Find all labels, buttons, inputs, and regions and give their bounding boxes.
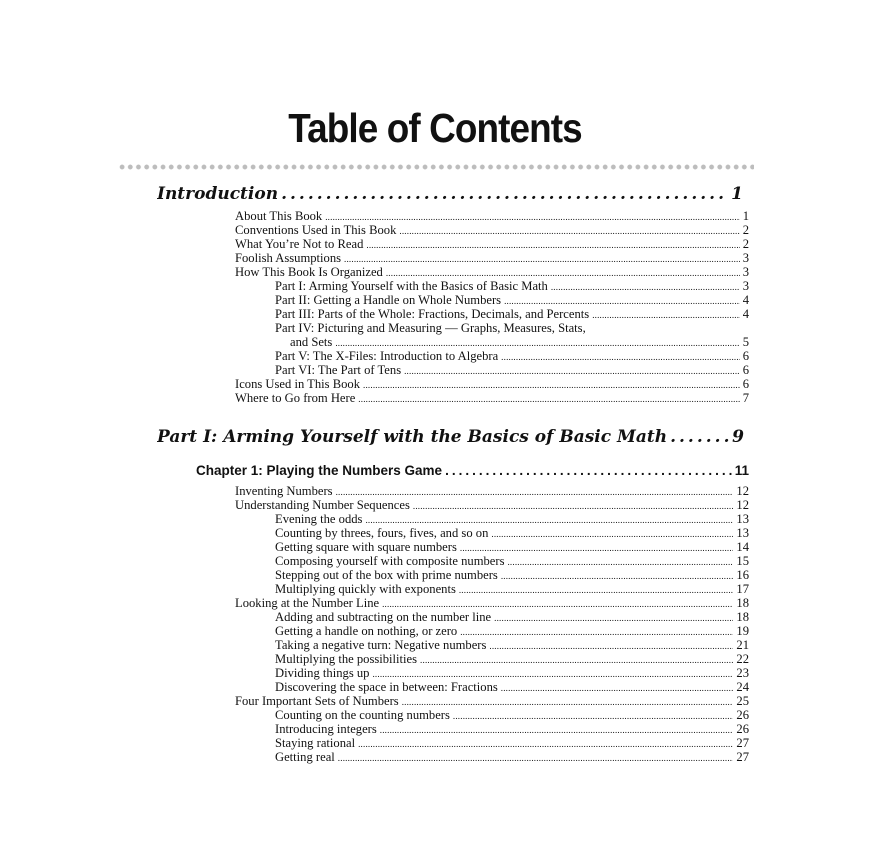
dot-leader (325, 209, 739, 223)
dot-leader (358, 391, 739, 405)
toc-part-heading-part-1[interactable] (157, 426, 744, 448)
toc-page: 17 (736, 582, 749, 596)
toc-subentry[interactable] (275, 307, 749, 321)
toc-subentry[interactable] (275, 708, 749, 722)
toc-title: Foolish Assumptions (235, 251, 342, 265)
dot-leader (491, 526, 733, 540)
dot-leader (494, 610, 733, 624)
toc-page: 12 (736, 484, 749, 498)
toc-title: How This Book Is Organized (235, 265, 383, 279)
toc-title: Inventing Numbers (235, 484, 333, 498)
toc-title: Part I: Arming Yourself with the Basics of Basic Math (275, 279, 548, 293)
dot-leader (420, 652, 733, 666)
dot-leader (551, 279, 740, 293)
toc-page: 13 (736, 512, 749, 526)
toc-title: Discovering the space in between: Fractions (275, 680, 498, 694)
toc-entry[interactable] (235, 209, 749, 223)
toc-subentry[interactable] (275, 680, 749, 694)
dot-leader (380, 722, 734, 736)
toc-title: Staying rational (275, 736, 356, 750)
dot-leader (372, 666, 733, 680)
toc-page: 18 (736, 596, 749, 610)
toc-title: Part VI: The Part of Tens (275, 363, 402, 377)
toc-title: Taking a negative turn: Negative numbers (275, 638, 487, 652)
toc-subentry[interactable] (275, 349, 749, 363)
toc-entry[interactable] (235, 223, 749, 237)
toc-title: Getting square with square numbers (275, 540, 457, 554)
toc-page: 23 (736, 666, 749, 680)
toc-subentry[interactable] (275, 512, 749, 526)
toc-subentry[interactable] (275, 568, 749, 582)
dot-leader (336, 484, 734, 498)
toc-title: Evening the odds (275, 512, 363, 526)
toc-title: Where to Go from Here (235, 391, 356, 405)
dot-leader (365, 512, 733, 526)
toc-subentry[interactable] (275, 652, 749, 666)
toc-page: 3 (742, 251, 749, 265)
toc-page: 4 (742, 307, 749, 321)
dot-leader (507, 554, 733, 568)
toc-subentry[interactable] (275, 638, 749, 652)
toc-page: 7 (742, 391, 749, 405)
dot-leader (504, 293, 740, 307)
toc-subentry[interactable] (275, 582, 749, 596)
toc-subentry[interactable] (275, 363, 749, 377)
dot-leader (413, 498, 734, 512)
dot-leader (363, 377, 740, 391)
dot-leader (670, 426, 729, 448)
toc-page: 22 (736, 652, 749, 666)
toc-page: 3 (742, 279, 749, 293)
toc-subentry[interactable] (275, 540, 749, 554)
toc-page: 27 (736, 750, 749, 764)
toc-subentry[interactable] (275, 666, 749, 680)
toc-entry[interactable] (235, 265, 749, 279)
toc-page: 6 (742, 377, 749, 391)
toc-title: Multiplying the possibilities (275, 652, 418, 666)
toc-page: 14 (736, 540, 749, 554)
toc-title: Composing yourself with composite numbers (275, 554, 505, 568)
toc-page: 18 (736, 610, 749, 624)
toc-page: 6 (742, 349, 749, 363)
toc-page: 2 (742, 237, 749, 251)
toc-page: 1 (731, 184, 743, 204)
toc-entry[interactable] (235, 694, 749, 708)
toc-title: and Sets (290, 335, 333, 349)
dot-leader (399, 223, 739, 237)
toc-title: Part V: The X-Files: Introduction to Algebra (275, 349, 499, 363)
dot-leader (358, 736, 733, 750)
toc-chapter-heading[interactable] (196, 463, 749, 479)
dot-leader (338, 750, 734, 764)
toc-subentry[interactable] (275, 526, 749, 540)
toc-page: 4 (742, 293, 749, 307)
toc-page: 1 (742, 209, 749, 223)
toc-page: 13 (736, 526, 749, 540)
toc-page: 26 (736, 722, 749, 736)
dot-leader (402, 694, 734, 708)
toc-page: 25 (736, 694, 749, 708)
toc-entry[interactable] (235, 596, 749, 610)
dot-leader (592, 307, 740, 321)
toc-title: Counting on the counting numbers (275, 708, 450, 722)
dot-leader (489, 638, 733, 652)
toc-part-heading-introduction[interactable] (157, 183, 743, 205)
toc-subentry[interactable] (275, 722, 749, 736)
toc-title: Part II: Getting a Handle on Whole Numbers (275, 293, 502, 307)
dot-leader (445, 463, 732, 479)
toc-page: 2 (742, 223, 749, 237)
toc-title: Adding and subtracting on the number line (275, 610, 492, 624)
toc-title: About This Book (235, 209, 323, 223)
dot-leader (344, 251, 740, 265)
toc-subentry[interactable] (275, 321, 749, 335)
page-title: Table of Contents (288, 105, 582, 151)
dot-leader (366, 237, 739, 251)
toc-page: 21 (736, 638, 749, 652)
toc-title: Part I: Arming Yourself with the Basics of Basic Math (157, 427, 668, 447)
toc-page: 26 (736, 708, 749, 722)
toc-title: Dividing things up (275, 666, 370, 680)
dot-leader (335, 335, 739, 349)
toc-title: Introducing integers (275, 722, 377, 736)
dot-leader (386, 265, 740, 279)
dot-leader (382, 596, 733, 610)
toc-subentry-continued[interactable] (290, 335, 749, 349)
toc-page: 24 (736, 680, 749, 694)
toc-entry[interactable] (235, 251, 749, 265)
dot-leader (460, 624, 733, 638)
toc-page: 9 (732, 427, 744, 447)
toc-entry[interactable] (235, 377, 749, 391)
toc-entry[interactable] (235, 484, 749, 498)
dot-leader (460, 540, 734, 554)
dot-leader (459, 582, 734, 596)
dot-leader (501, 568, 734, 582)
toc-title: Conventions Used in This Book (235, 223, 397, 237)
toc-entry[interactable] (235, 391, 749, 405)
toc-page: 5 (742, 335, 749, 349)
dot-leader (453, 708, 734, 722)
toc-subentry[interactable] (275, 554, 749, 568)
toc-page: 6 (742, 363, 749, 377)
toc-subentry[interactable] (275, 736, 749, 750)
dot-leader (281, 183, 728, 205)
toc-title: Looking at the Number Line (235, 596, 380, 610)
toc-subentry[interactable] (275, 293, 749, 307)
toc-page: 16 (736, 568, 749, 582)
dotted-divider (118, 164, 754, 170)
toc-title: Stepping out of the box with prime numbers (275, 568, 498, 582)
toc-title: Icons Used in This Book (235, 377, 361, 391)
toc-title: Part IV: Picturing and Measuring — Graphs, Measures, Stats, (275, 321, 586, 335)
toc-page: 27 (736, 736, 749, 750)
toc-subentry[interactable] (275, 610, 749, 624)
toc-title: Multiplying quickly with exponents (275, 582, 456, 596)
toc-subentry[interactable] (275, 279, 749, 293)
toc-title: Four Important Sets of Numbers (235, 694, 399, 708)
toc-entry[interactable] (235, 498, 749, 512)
toc-entry[interactable] (235, 237, 749, 251)
toc-title: What You’re Not to Read (235, 237, 364, 251)
toc-title: Introduction (157, 184, 279, 204)
dot-leader (501, 349, 740, 363)
toc-page: 12 (736, 498, 749, 512)
toc-title: Understanding Number Sequences (235, 498, 410, 512)
toc-page: 11 (734, 463, 749, 478)
toc-page: 19 (736, 624, 749, 638)
toc-title: Chapter 1: Playing the Numbers Game (196, 463, 443, 478)
toc-page: 3 (742, 265, 749, 279)
toc-title: Getting real (275, 750, 335, 764)
dot-leader (404, 363, 740, 377)
toc-title: Part III: Parts of the Whole: Fractions, Decimals, and Percents (275, 307, 590, 321)
toc-subentry[interactable] (275, 750, 749, 764)
toc-title: Counting by threes, fours, fives, and so on (275, 526, 489, 540)
toc-title: Getting a handle on nothing, or zero (275, 624, 458, 638)
toc-subentry[interactable] (275, 624, 749, 638)
toc-page: 15 (736, 554, 749, 568)
dot-leader (501, 680, 734, 694)
